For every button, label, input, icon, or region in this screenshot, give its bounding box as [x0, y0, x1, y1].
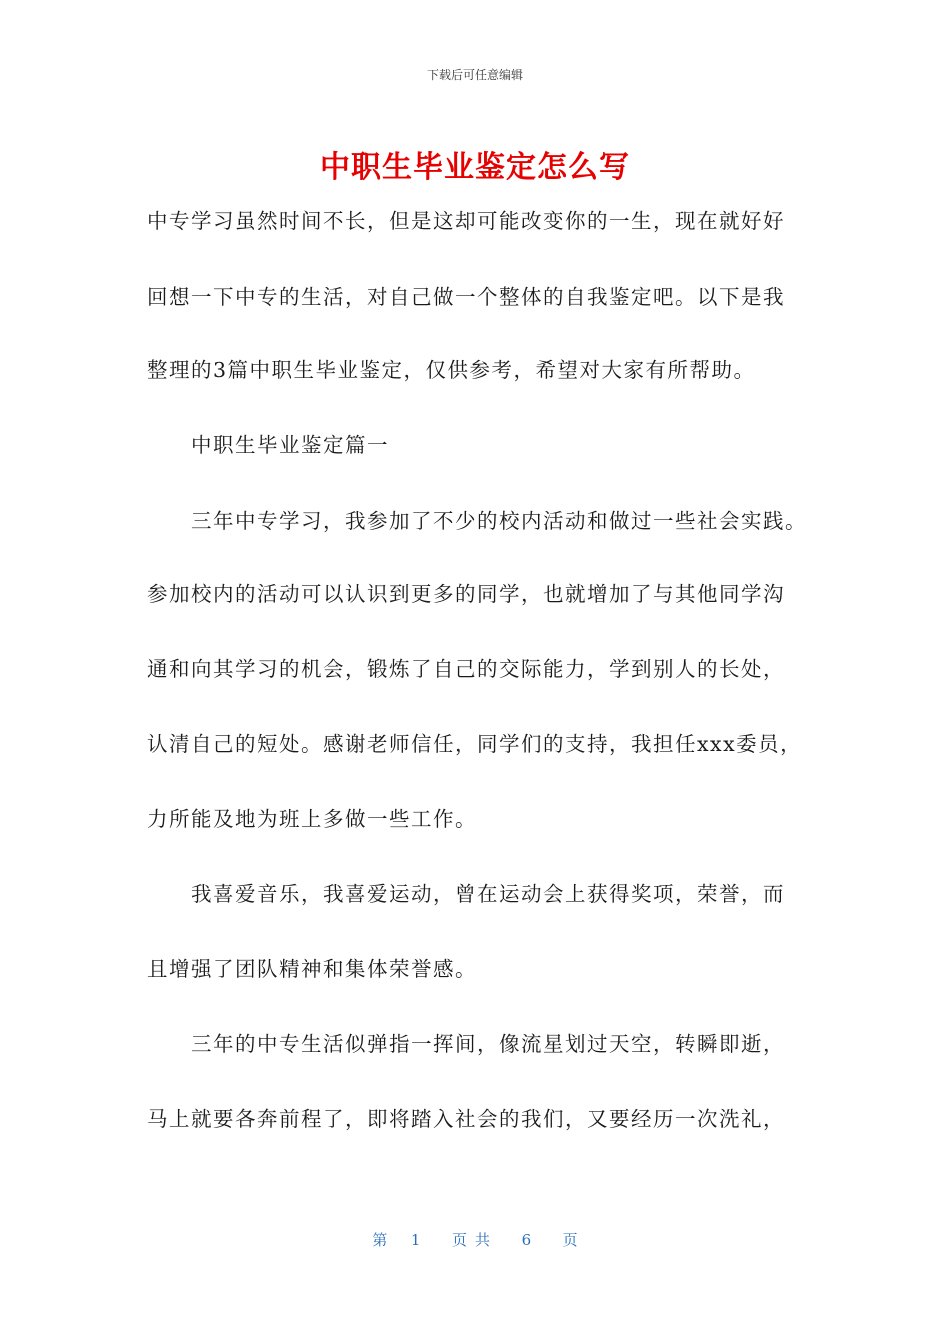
document-title: 中职生毕业鉴定怎么写	[320, 150, 630, 185]
body-line: 回想一下中专的生活，对自己做一个整体的自我鉴定吧。以下是我	[147, 285, 785, 309]
body-line: 参加校内的活动可以认识到更多的同学，也就增加了与其他同学沟	[147, 582, 785, 606]
header-note: 下载后可任意编辑	[426, 68, 523, 82]
body-line: 力所能及地为班上多做一些工作。	[147, 807, 477, 831]
body-line: 我喜爱音乐，我喜爱运动，曾在运动会上获得奖项，荣誉，而	[191, 882, 785, 906]
current-page-number: 1	[410, 1231, 421, 1249]
total-pages-number: 6	[521, 1231, 532, 1249]
body-line: 认清自己的短处。感谢老师信任，同学们的支持，我担任xxx委员，	[147, 732, 803, 756]
body-line: 中专学习虽然时间不长，但是这却可能改变你的一生，现在就好好	[147, 209, 785, 233]
body-line: 三年的中专生活似弹指一挥间，像流星划过天空，转瞬即逝，	[191, 1032, 785, 1056]
section-heading: 中职生毕业鉴定篇一	[191, 433, 389, 457]
body-line: 三年中专学习，我参加了不少的校内活动和做过一些社会实践。	[191, 509, 807, 533]
body-line: 马上就要各奔前程了，即将踏入社会的我们，又要经历一次洗礼，	[147, 1107, 785, 1131]
page-number-footer	[0, 1229, 950, 1250]
body-line: 且增强了团队精神和集体荣誉感。	[147, 957, 477, 981]
footer-suffix: 页	[562, 1231, 578, 1249]
footer-middle: 页共	[451, 1231, 498, 1249]
body-line: 整理的3篇中职生毕业鉴定，仅供参考，希望对大家有所帮助。	[147, 358, 756, 382]
body-line: 通和向其学习的机会，锻炼了自己的交际能力，学到别人的长处，	[147, 657, 785, 681]
footer-prefix: 第	[372, 1231, 388, 1249]
